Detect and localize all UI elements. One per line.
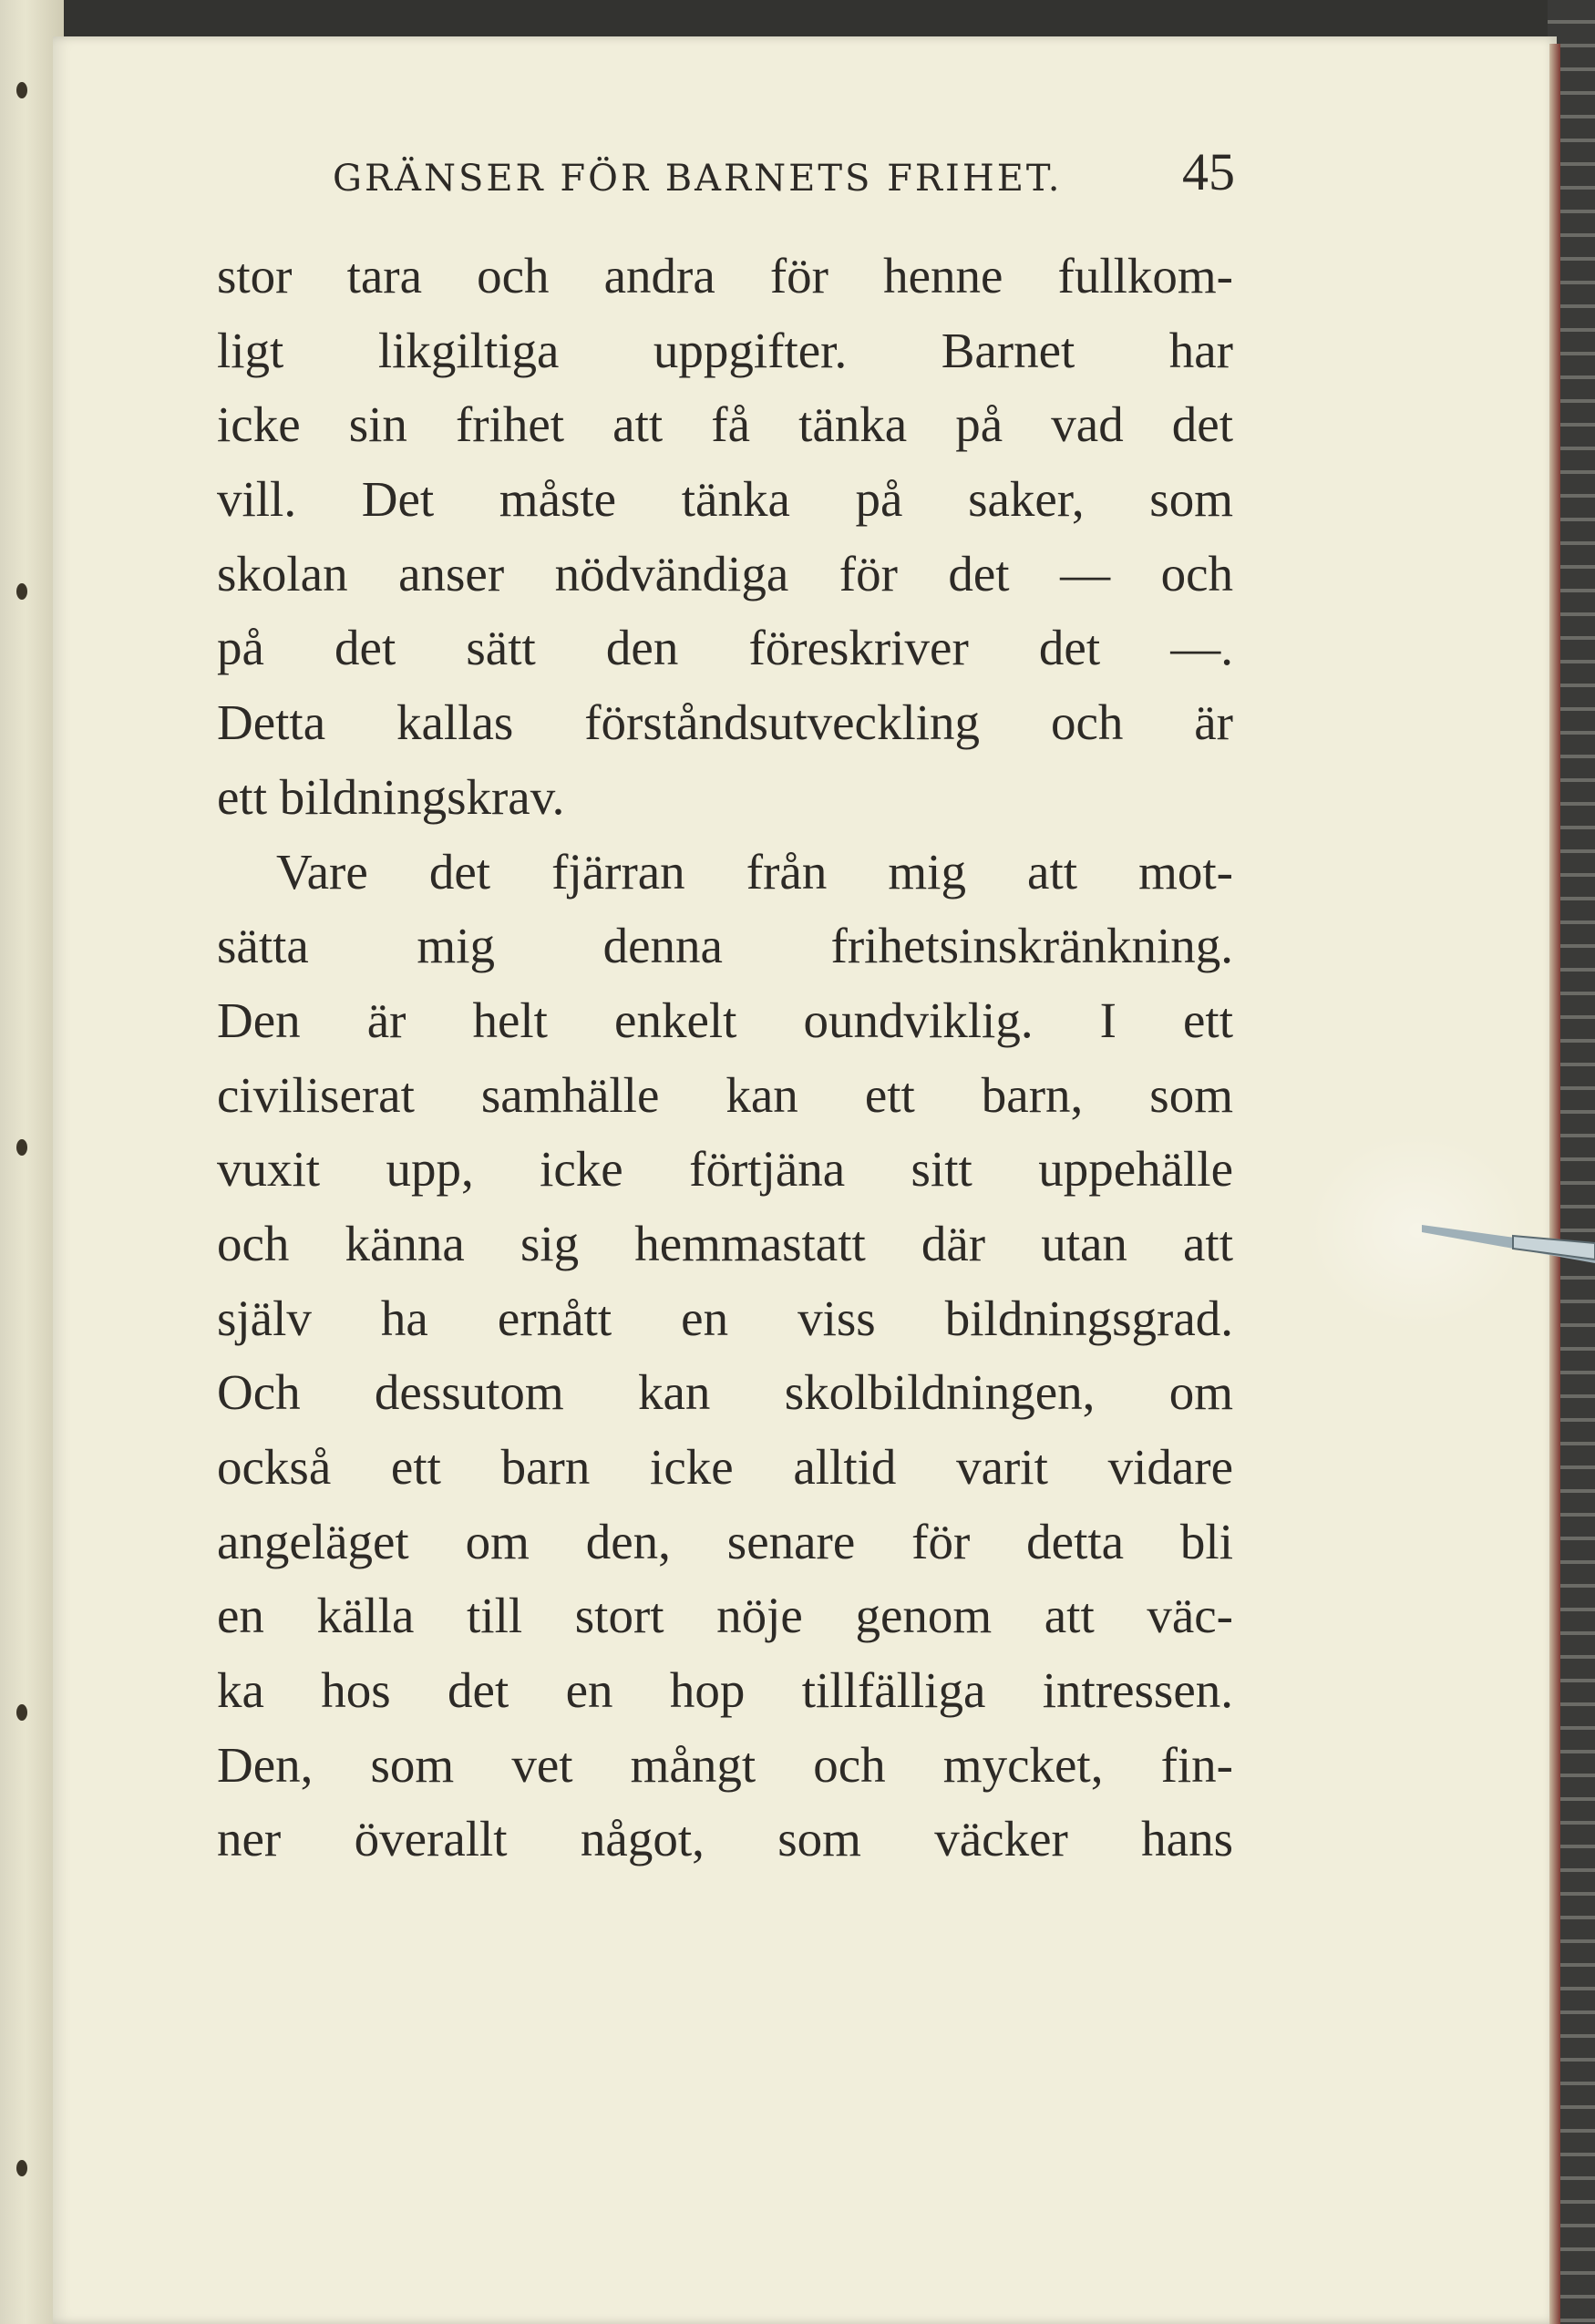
binding-stitch (16, 1704, 27, 1721)
text-line: sätta mig denna frihetsinskränkning. (217, 918, 1233, 974)
text-line: själv ha ernått en viss bildningsgrad. (217, 1290, 1233, 1346)
binding-stitch (16, 1139, 27, 1156)
text-line: skolan anser nödvändiga för det — och (217, 545, 1233, 602)
binding-stitch (16, 583, 27, 600)
text-line: vuxit upp, icke förtjäna sitt uppehälle (217, 1141, 1233, 1198)
text-line: och känna sig hemmastatt där utan att (217, 1215, 1233, 1271)
body-text (217, 239, 1233, 1877)
text-line: ka hos det en hop tillfälliga intressen. (217, 1662, 1233, 1719)
text-line: vill. Det måste tänka på saker, som (217, 471, 1233, 528)
page-header (333, 141, 1235, 214)
text-line: Vare det fjärran från mig att mot- (276, 843, 1233, 900)
text-line: civiliserat samhälle kan ett barn, som (217, 1066, 1233, 1123)
page-number: 45 (1182, 142, 1235, 201)
text-line: Den, som vet mångt och mycket, fin- (217, 1736, 1233, 1793)
text-line: Detta kallas förståndsutveckling och är (217, 694, 1233, 751)
text-line: på det sätt den föreskriver det —. (217, 620, 1233, 676)
text-line: en källa till stort nöje genom att väc- (217, 1588, 1233, 1644)
binding-stitch (16, 2160, 27, 2176)
text-line: Den är helt enkelt oundviklig. I ett (217, 992, 1233, 1048)
running-head: GRÄNSER FÖR BARNETS FRIHET. (333, 158, 1063, 200)
page-marker-clip (1422, 1212, 1595, 1267)
text-line: ner överallt något, som väcker hans (217, 1811, 1233, 1867)
page-fore-edge (1549, 44, 1560, 2324)
text-line: stor tara och andra för henne fullkom- (217, 248, 1233, 303)
text-line: ligt likgiltiga uppgifter. Barnet har (217, 322, 1233, 378)
binding-stitch (16, 82, 27, 98)
text-line: också ett barn icke alltid varit vidare (217, 1439, 1233, 1495)
text-line: Och dessutom kan skolbildningen, om (217, 1364, 1233, 1421)
text-line: ett bildningskrav. (217, 768, 565, 825)
text-line: angeläget om den, senare för detta bli (217, 1513, 1233, 1569)
text-line: icke sin frihet att få tänka på vad det (217, 396, 1233, 453)
